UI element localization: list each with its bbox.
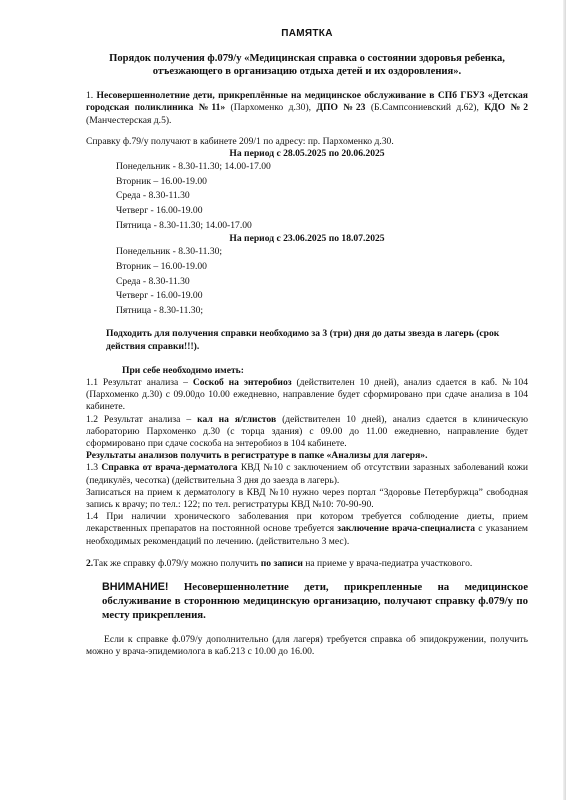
schedule-day: Вторник – 16.00-19.00 xyxy=(116,175,207,187)
section-1-address-3: (Манчестерская д.5). xyxy=(86,114,172,126)
item-1-2-prefix: 1.2 Результат анализа – xyxy=(86,413,198,425)
section-1-dpo: ДПО №23 xyxy=(316,102,366,114)
item-1-4-details: с указанием необходимых рекомендаций по лечению. (действительно 3 мес). xyxy=(86,523,529,547)
spacer xyxy=(86,548,528,558)
item-1-2-test: кал на я/глистов xyxy=(197,413,277,425)
schedule-day: Пятница - 8.30-11.30; 14.00-17.00 xyxy=(116,219,252,231)
section-1-address-1: (Пархоменко д.30), xyxy=(225,102,317,114)
item-1-1-details: (действителен 10 дней), анализ сдается в каб. №104 (Пархоменко д.30) с 09.00до 10.00 ежедневно, направление будет сформировано при сдаче анализа в 104 кабинете. xyxy=(86,376,528,413)
schedule-day: Четверг - 16.00-19.00 xyxy=(116,205,203,216)
section-2-number: 2. xyxy=(86,557,94,569)
schedule-day: Пятница - 8.30-11.30; xyxy=(116,304,204,316)
item-1-4-conclusion: заключение врача-специалиста xyxy=(337,523,476,535)
section-2-tail: на приеме у врача-педиатра участкового. xyxy=(302,557,473,569)
period-2-heading: На период с 23.06.2025 по 18.07.2025 xyxy=(229,233,385,245)
spacer xyxy=(86,570,528,580)
schedule-day: Вторник – 16.00-19.00 xyxy=(116,260,207,272)
section-2-paragraph xyxy=(86,558,528,570)
section-1-address-2: (Б.Сампсониевский д.62), xyxy=(365,102,485,114)
required-documents-heading: При себе необходимо иметь: xyxy=(122,364,244,376)
issue-location-line: Справку ф.79/у получают в кабинете 209/1 по адресу: пр. Пархоменко д.30. xyxy=(86,135,394,147)
schedule-day: Понедельник - 8.30-11.30; 14.00-17.00 xyxy=(116,161,271,173)
section-1-paragraph xyxy=(86,90,528,127)
schedule-day: Понедельник - 8.30-11.30; xyxy=(116,246,223,258)
item-1-3-prefix: 1.3 xyxy=(86,462,102,474)
document-subtitle: Порядок получения ф.079/у «Медицинская справка о состоянии здоровья ребенка, отъезжающего в организацию отдыха детей и их оздоровления». xyxy=(109,53,505,78)
section-1-bold: Несовершеннолетние дети, прикреплённые на медицинское обслуживание в СПб ГБУЗ «Детская городская поликлиника №11» xyxy=(86,90,528,114)
section-1-number: 1. xyxy=(86,90,94,102)
section-1-kdo: КДО №2 xyxy=(484,102,528,114)
period-1-heading: На период с 28.05.2025 по 20.06.2025 xyxy=(229,148,385,160)
item-1-3-details: КВД №10 с заключением об отсутствии заразных заболеваний кожи (педикулёз, чесотка) (действительна 3 дня до заезда в лагерь). xyxy=(86,462,529,486)
item-1-3-certificate: Справка от врача-дерматолога xyxy=(101,462,238,474)
deadline-notice: Подходить для получения справки необходимо за 3 (три) дня до даты звезда в лагерь (срок действия справки!!!). xyxy=(106,328,500,352)
period-1-schedule xyxy=(86,160,528,233)
schedule-day: Четверг - 16.00-19.00 xyxy=(116,290,203,302)
item-1-4-text: 1.4 При наличии хронического заболевания при котором требуется соблюдение диеты, прием лекарственных препаратов на постоянной основе требуется xyxy=(86,511,528,535)
section-2-by-appointment: по записи xyxy=(260,557,303,569)
document-title: ПАМЯТКА xyxy=(281,28,333,39)
attention-lead: ВНИМАНИЕ! xyxy=(102,581,169,594)
item-1-2-details: (действителен 10 дней), анализ сдается в клиническую лабораторию Пархоменко д.30 (с торца здания) с 09.00 до 11.00 ежедневно, направление будет сформировано при сдаче соскоба на энтеробиоз в 104 кабинете. xyxy=(86,413,528,449)
schedule-day: Среда - 8.30-11.30 xyxy=(116,190,190,202)
item-1-2 xyxy=(86,414,528,451)
item-1-1-test: Соскоб на энтеробиоз xyxy=(192,376,292,388)
item-1-3 xyxy=(86,462,528,486)
item-1-1-prefix: 1.1 Результат анализа – xyxy=(86,376,193,388)
section-2-text: Так же справку ф.079/у можно получить xyxy=(93,557,261,569)
attention-block xyxy=(102,580,528,622)
item-1-1 xyxy=(86,377,528,414)
attention-text: Несовершеннолетние дети, прикрепленные на медицинское обслуживание в стороннюю медицинскую организацию, получают справку ф.079/у по месту прикрепления. xyxy=(102,581,528,622)
epidemiologist-note: Если к справке ф.079/у дополнительно (для лагеря) требуется справка об эпидокружении, получить можно у врача-эпидемиолога в каб.213 с 10.00 до 16.00. xyxy=(86,634,528,658)
schedule-day: Среда - 8.30-11.30 xyxy=(116,275,190,287)
results-pickup-line: Результаты анализов получить в регистратуре в папке «Анализы для лагеря». xyxy=(86,450,428,462)
dermatologist-appointment: Записаться на прием к дерматологу в КВД №10 нужно через портал “Здоровье Петербуржца” свободная запись к врачу; по тел.: 122; по тел. регистратуры КВД №10: 70-90-90. xyxy=(86,486,528,510)
period-2-schedule xyxy=(86,245,528,318)
item-1-4 xyxy=(86,511,528,548)
